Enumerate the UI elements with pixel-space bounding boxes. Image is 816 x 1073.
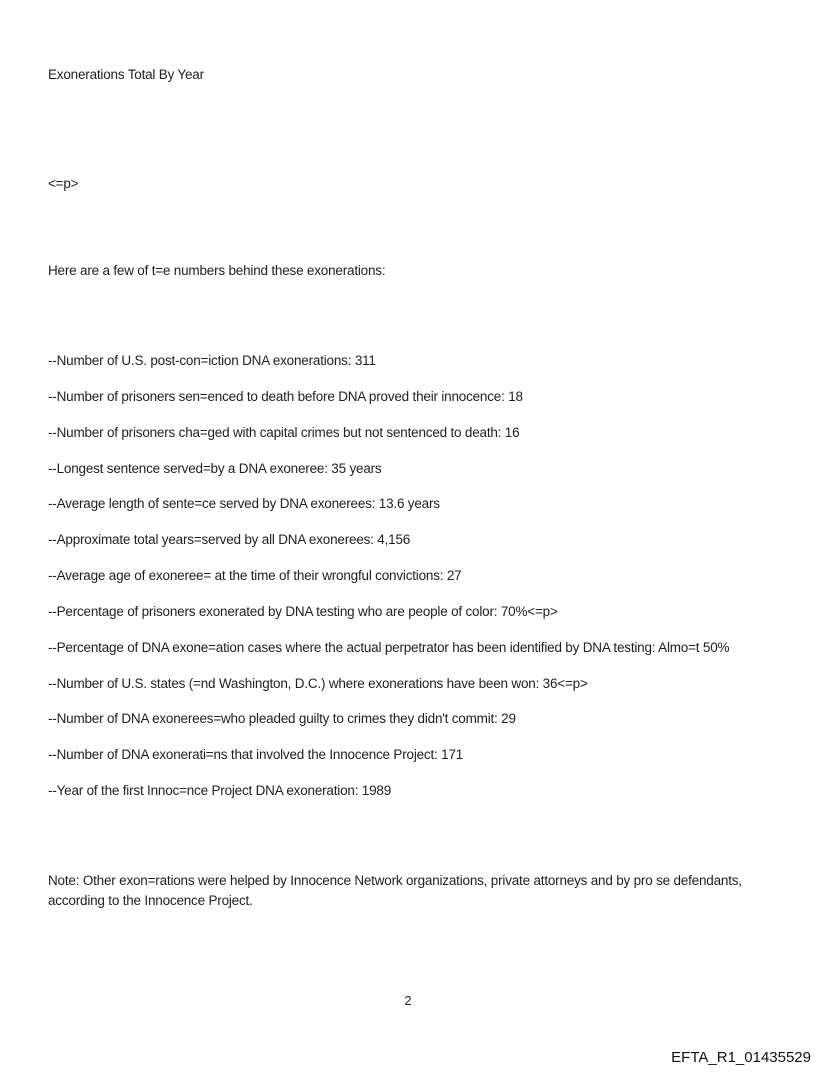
document-title: Exonerations Total By Year [48,67,204,82]
fact-line: --Percentage of DNA exone=ation cases where the actual perpetrator has been identified by DNA testing: Almo=t 50% [48,639,730,655]
ocr-artifact-text: <=p> [48,176,79,191]
intro-line: Here are a few of t=e numbers behind these exonerations: [48,263,386,278]
fact-line: --Number of U.S. states (=nd Washington, D.C.) where exonerations have been won: 36<=p> [48,675,588,691]
page-number: 2 [404,993,412,1008]
fact-line: --Number of U.S. post-con=iction DNA exonerations: 311 [48,353,376,368]
facts-list [48,353,729,819]
fact-line: --Number of prisoners sen=enced to death before DNA proved their innocence: 18 [48,388,523,404]
fact-line: --Year of the first Innoc=nce Project DNA exoneration: 1989 [48,783,392,799]
fact-line: --Number of DNA exonerati=ns that involved the Innocence Project: 171 [48,747,464,763]
note-line: Note: Other exon=rations were helped by Innocence Network organizations, private attorneys and by pro se defendants, [48,873,742,888]
note-line: according to the Innocence Project. [48,893,253,909]
fact-line: --Average length of sente=ce served by DNA exonerees: 13.6 years [48,496,440,512]
fact-line: --Longest sentence served=by a DNA exoneree: 35 years [48,460,382,476]
fact-line: --Number of prisoners cha=ged with capital crimes but not sentenced to death: 16 [48,424,520,440]
fact-line: --Percentage of prisoners exonerated by DNA testing who are people of color: 70%<=p> [48,603,558,619]
fact-line: --Approximate total years=served by all DNA exonerees: 4,156 [48,532,411,548]
fact-line: --Average age of exoneree= at the time of their wrongful convictions: 27 [48,568,462,584]
note-paragraph [48,871,742,912]
bates-stamp: EFTA_R1_01435529 [671,1049,811,1066]
fact-line: --Number of DNA exonerees=who pleaded guilty to crimes they didn't commit: 29 [48,711,516,727]
